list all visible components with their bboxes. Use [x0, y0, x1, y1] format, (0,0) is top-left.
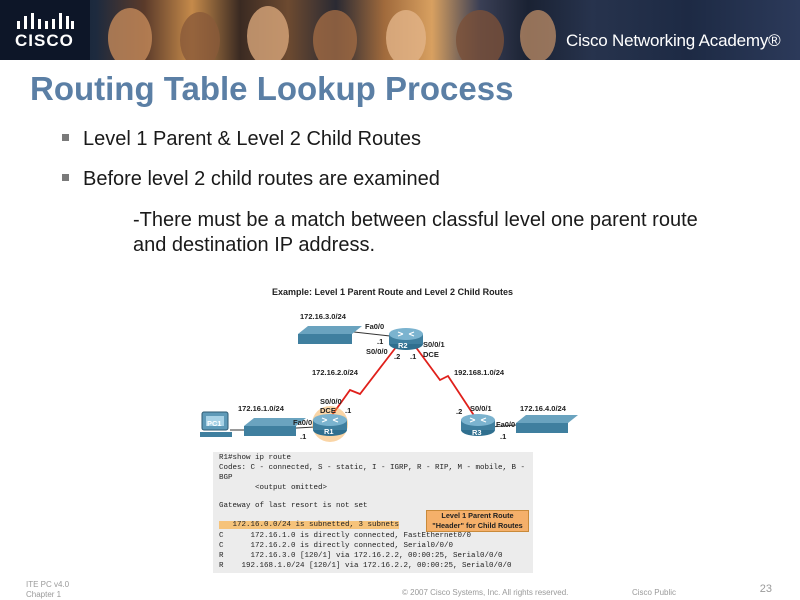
- iface-ip-label: .1: [300, 432, 307, 441]
- bullet-square-icon: [62, 134, 69, 141]
- callout-line: "Header" for Child Routes: [432, 520, 523, 530]
- dce-label: DCE: [423, 350, 439, 359]
- cli-line: R 192.168.1.0/24 [120/1] via 172.16.2.2, 00:00:25, Serial0/0/0: [219, 562, 512, 570]
- net-label: 172.16.4.0/24: [520, 404, 566, 413]
- cli-line: BGP: [219, 474, 233, 482]
- iface-label: S0/0/1: [470, 404, 492, 413]
- iface-label: S0/0/0: [320, 397, 342, 406]
- cisco-bars-icon: [16, 13, 74, 31]
- academy-label: Cisco Networking Academy®: [566, 31, 781, 50]
- pc-label: PC1: [207, 419, 222, 428]
- header-banner: [0, 0, 800, 60]
- iface-ip-label: .1: [377, 337, 384, 346]
- cli-line: C 172.16.1.0 is directly connected, FastEthernet0/0: [219, 532, 472, 540]
- iface-ip-label: .1: [500, 432, 507, 441]
- net-label: 172.16.1.0/24: [238, 404, 284, 413]
- sub-bullet-text: -There must be a match between classful level one parent route and destination IP address.: [133, 209, 698, 256]
- footer-copyright: © 2007 Cisco Systems, Inc. All rights reserved.: [402, 588, 569, 597]
- cli-line: Gateway of last resort is not set: [219, 502, 368, 510]
- switch-icon: [298, 326, 362, 344]
- footer-chapter: Chapter 1: [26, 590, 62, 599]
- banner-photos: [90, 0, 560, 60]
- iface-ip-label: .2: [456, 407, 463, 416]
- iface-ip-label: .2: [394, 352, 401, 361]
- page-number: 23: [759, 583, 772, 595]
- logo-text: CISCO: [15, 31, 74, 50]
- network-topology: [190, 300, 610, 450]
- bullet-square-icon: [62, 174, 69, 181]
- iface-label: Fa0/0: [293, 418, 313, 427]
- net-label: 172.16.2.0/24: [312, 368, 358, 377]
- cisco-logo: [0, 0, 90, 60]
- cli-line: <output omitted>: [219, 484, 328, 492]
- cli-line: R1#show ip route: [219, 454, 292, 462]
- iface-label: Fa0/0: [496, 420, 516, 429]
- cli-line-highlighted: 172.16.0.0/24 is subnetted, 3 subnets: [219, 521, 400, 529]
- callout-line: Level 1 Parent Route: [441, 511, 514, 520]
- net-label: 172.16.3.0/24: [300, 312, 346, 321]
- slide-title: Routing Table Lookup Process: [30, 70, 514, 107]
- cli-line: C 172.16.2.0 is directly connected, Serial0/0/0: [219, 542, 454, 550]
- iface-ip-label: .1: [345, 406, 352, 415]
- router-label-r1: R1: [324, 427, 334, 436]
- bullet-item: [62, 168, 440, 191]
- bullet-text: Before level 2 child routes are examined: [83, 168, 440, 190]
- cli-line: R 172.16.3.0 [120/1] via 172.16.2.2, 00:00:25, Serial0/0/0: [219, 552, 503, 560]
- iface-label: Fa0/0: [365, 322, 385, 331]
- bullet-text: Level 1 Parent & Level 2 Child Routes: [83, 128, 421, 150]
- diagram-title: Example: Level 1 Parent Route and Level 2 Child Routes: [272, 287, 514, 297]
- iface-label: S0/0/0: [366, 347, 388, 356]
- router-label-r2: R2: [398, 341, 408, 350]
- serial-link-r2-r3: [412, 342, 475, 417]
- switch-icon: [516, 415, 578, 433]
- footer-classification: Cisco Public: [632, 588, 677, 597]
- dce-label: DCE: [320, 406, 336, 415]
- bullet-item: [62, 128, 421, 151]
- router-label-r3: R3: [472, 428, 482, 437]
- parent-route-callout: [426, 510, 529, 532]
- serial-link-r1-r2: [330, 342, 400, 418]
- cli-line: Codes: C - connected, S - static, I - IGRP, R - RIP, M - mobile, B -: [219, 464, 526, 472]
- iface-ip-label: .1: [410, 352, 417, 361]
- footer-course: ITE PC v4.0: [26, 580, 70, 589]
- net-label: 192.168.1.0/24: [454, 368, 505, 377]
- iface-label: S0/0/1: [423, 340, 445, 349]
